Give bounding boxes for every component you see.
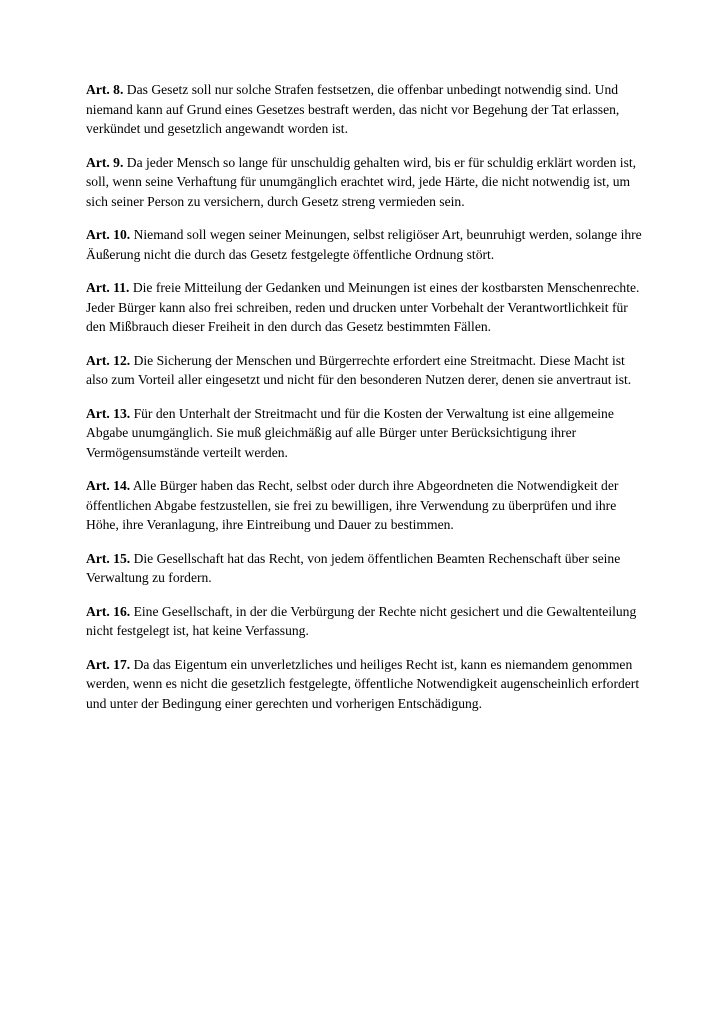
article-number: Art. 14.	[86, 478, 131, 493]
article-8	[86, 80, 646, 139]
article-text: Die Gesellschaft hat das Recht, von jedem öffentlichen Beamten Rechenschaft über seine Verwaltung zu fordern.	[86, 550, 621, 585]
article-15	[86, 549, 646, 588]
article-number: Art. 17.	[86, 656, 131, 672]
article-text: Die Sicherung der Menschen und Bürgerrechte erfordert eine Streitmacht. Diese Macht ist also zum Vorteil aller eingesetzt und nicht für den besonderen Nutzen derer, denen sie anvertraut ist.	[86, 352, 632, 387]
article-11	[86, 278, 646, 337]
article-number: Art. 9.	[86, 154, 124, 170]
article-text: Niemand soll wegen seiner Meinungen, selbst religiöser Art, beunruhigt werden, solange ihre Äußerung nicht die durch das Gesetz festgelegte öffentliche Ordnung stört.	[86, 227, 642, 262]
article-17	[86, 655, 646, 714]
article-16	[86, 602, 646, 641]
article-number: Art. 15.	[86, 550, 131, 566]
article-text: Eine Gesellschaft, in der die Verbürgung der Rechte nicht gesichert und die Gewaltenteilung nicht festgelegt ist, hat keine Verfassung.	[86, 603, 637, 638]
article-12	[86, 351, 646, 390]
article-text: Alle Bürger haben das Recht, selbst oder durch ihre Abgeordneten die Notwendigkeit der öffentlichen Abgabe festzustellen, sie frei zu bewilligen, ihre Verwendung zu überprüfen und ihre Höhe, ihre Veranlagung, ihre Eintreibung und Dauer zu bestimmen.	[86, 478, 619, 532]
article-13	[86, 404, 646, 463]
article-text: Das Gesetz soll nur solche Strafen festsetzen, die offenbar unbedingt notwendig sind. Und niemand kann auf Grund eines Gesetzes bestraft werden, das nicht vor Begehung der Tat erlassen, verkündet und gesetzlich angewandt worden ist.	[86, 82, 620, 136]
article-text: Da das Eigentum ein unverletzliches und heiliges Recht ist, kann es niemandem genommen werden, wenn es nicht die gesetzlich festgelegte, öffentliche Notwendigkeit augenscheinlich erfordert und unter der Bedingung einer gerechten und vorherigen Entschädigung.	[86, 656, 640, 711]
article-9	[86, 153, 646, 212]
article-10	[86, 225, 646, 264]
article-number: Art. 16.	[86, 603, 131, 619]
article-number: Art. 10.	[86, 227, 131, 242]
article-text: Für den Unterhalt der Streitmacht und für die Kosten der Verwaltung ist eine allgemeine Abgabe unumgänglich. Sie muß gleichmäßig auf alle Bürger unter Berücksichtigung ihrer Vermögensumstände verteilt werden.	[86, 405, 614, 460]
article-14	[86, 476, 646, 535]
article-text: Die freie Mitteilung der Gedanken und Meinungen ist eines der kostbarsten Menschenrechte. Jeder Bürger kann also frei schreiben, reden und drucken unter Vorbehalt der Verantwortlichkeit für den Mißbrauch dieser Freiheit in den durch das Gesetz bestimmten Fällen.	[86, 280, 640, 334]
article-number: Art. 13.	[86, 405, 131, 421]
article-number: Art. 11.	[86, 280, 130, 295]
document-body	[86, 80, 646, 727]
article-text: Da jeder Mensch so lange für unschuldig gehalten wird, bis er für schuldig erklärt worden ist, soll, wenn seine Verhaftung für unumgänglich erachtet wird, jede Härte, die nicht notwendig ist, um sich seiner Person zu versichern, durch Gesetz streng vermieden sein.	[86, 154, 637, 209]
article-number: Art. 12.	[86, 352, 131, 368]
article-number: Art. 8.	[86, 82, 124, 97]
